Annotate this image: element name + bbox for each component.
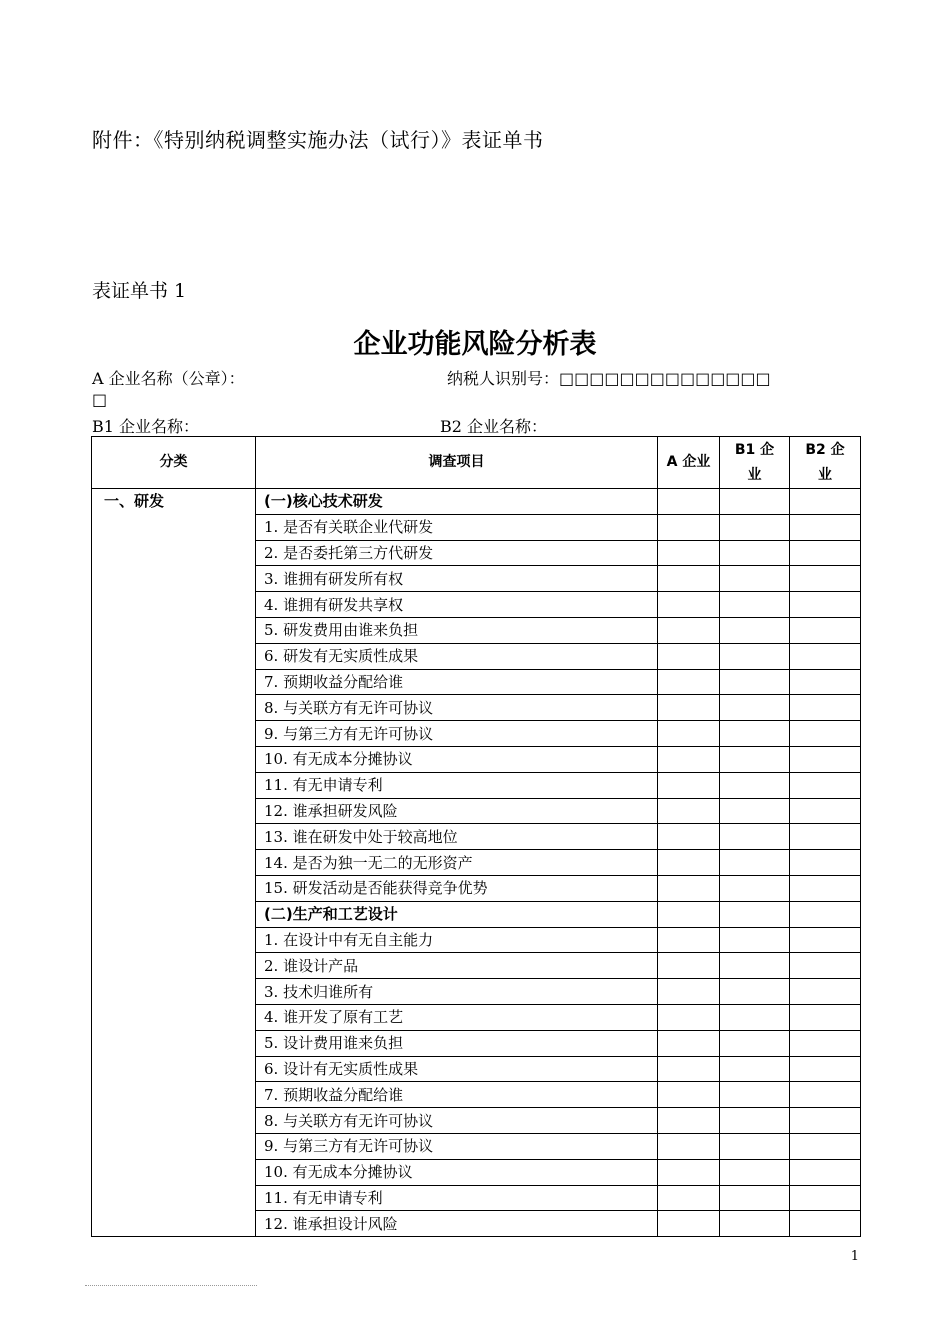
a-company-cell[interactable] (658, 1211, 720, 1237)
b2-company-cell[interactable] (790, 566, 861, 592)
b2-company-cell[interactable] (790, 772, 861, 798)
item-label: 2. 是否委托第三方代研发 (256, 540, 658, 566)
b2-company-cell[interactable] (790, 1004, 861, 1030)
item-label: 12. 谁承担设计风险 (256, 1211, 658, 1237)
b2-company-cell[interactable] (790, 1159, 861, 1185)
b2-company-cell[interactable] (790, 1082, 861, 1108)
b2-company-cell[interactable] (790, 1133, 861, 1159)
b1-company-cell[interactable] (720, 1108, 790, 1134)
section-title: (二)生产和工艺设计 (256, 901, 658, 927)
attachment-heading: 附件：《特别纳税调整实施办法（试行）》表证单书 (92, 128, 544, 152)
a-company-cell[interactable] (658, 489, 720, 515)
taxpayer-id-label: 纳税人识别号： (447, 369, 560, 388)
item-label: 6. 设计有无实质性成果 (256, 1056, 658, 1082)
item-label: 2. 谁设计产品 (256, 953, 658, 979)
a-company-cell[interactable] (658, 592, 720, 618)
b1-company-cell[interactable] (720, 514, 790, 540)
b2-company-cell[interactable] (790, 875, 861, 901)
item-label: 13. 谁在研发中处于较高地位 (256, 824, 658, 850)
b2-company-name-label: B2 企业名称： (440, 417, 548, 436)
b1-company-cell[interactable] (720, 1056, 790, 1082)
item-label: 1. 在设计中有无自主能力 (256, 927, 658, 953)
item-label: 9. 与第三方有无许可协议 (256, 1133, 658, 1159)
section-title: (一)核心技术研发 (256, 489, 658, 515)
item-label: 3. 技术归谁所有 (256, 979, 658, 1005)
a-company-cell[interactable] (658, 1108, 720, 1134)
b1-company-cell[interactable] (720, 798, 790, 824)
b1-company-cell[interactable] (720, 617, 790, 643)
item-label: 11. 有无申请专利 (256, 772, 658, 798)
b2-company-cell[interactable] (790, 592, 861, 618)
a-company-cell[interactable] (658, 1030, 720, 1056)
b2-company-cell[interactable] (790, 1185, 861, 1211)
taxpayer-id-field (447, 366, 771, 389)
b2-company-cell[interactable] (790, 669, 861, 695)
a-company-cell[interactable] (658, 1159, 720, 1185)
taxpayer-id-box-wrap: □ (92, 390, 108, 409)
b2-company-cell[interactable] (790, 901, 861, 927)
a-company-cell[interactable] (658, 1133, 720, 1159)
a-company-cell[interactable] (658, 746, 720, 772)
b1-company-cell[interactable] (720, 643, 790, 669)
a-company-cell[interactable] (658, 901, 720, 927)
header-b1-company: B1 企业 (720, 437, 790, 489)
b1-company-cell[interactable] (720, 1185, 790, 1211)
item-label: 11. 有无申请专利 (256, 1185, 658, 1211)
item-label: 5. 设计费用谁来负担 (256, 1030, 658, 1056)
b1-company-cell[interactable] (720, 850, 790, 876)
a-company-cell[interactable] (658, 772, 720, 798)
b2-company-cell[interactable] (790, 927, 861, 953)
function-risk-table (91, 436, 861, 1237)
header-a-company: A 企业 (658, 437, 720, 489)
b1-company-cell[interactable] (720, 927, 790, 953)
item-label: 10. 有无成本分摊协议 (256, 1159, 658, 1185)
b1-company-cell[interactable] (720, 772, 790, 798)
page-number: 1 (850, 1249, 859, 1264)
b1-company-name-label: B1 企业名称： (92, 417, 200, 436)
section-row (92, 489, 861, 515)
a-company-cell[interactable] (658, 979, 720, 1005)
b1-company-cell[interactable] (720, 953, 790, 979)
b1-company-cell[interactable] (720, 1133, 790, 1159)
b2-company-cell[interactable] (790, 617, 861, 643)
a-company-cell[interactable] (658, 617, 720, 643)
a-company-cell[interactable] (658, 669, 720, 695)
a-company-cell[interactable] (658, 875, 720, 901)
a-company-cell[interactable] (658, 850, 720, 876)
category-cell: 一、研发 (92, 489, 256, 1237)
item-label: 14. 是否为独一无二的无形资产 (256, 850, 658, 876)
b2-company-cell[interactable] (790, 979, 861, 1005)
b2-company-cell[interactable] (790, 798, 861, 824)
item-label: 10. 有无成本分摊协议 (256, 746, 658, 772)
b1-company-cell[interactable] (720, 566, 790, 592)
b2-company-cell[interactable] (790, 746, 861, 772)
b2-company-cell[interactable] (790, 824, 861, 850)
item-label: 7. 预期收益分配给谁 (256, 669, 658, 695)
b2-company-cell[interactable] (790, 850, 861, 876)
table-header-row (92, 437, 861, 489)
a-company-cell[interactable] (658, 927, 720, 953)
b2-company-cell[interactable] (790, 540, 861, 566)
a-company-cell[interactable] (658, 1056, 720, 1082)
b2-company-cell[interactable] (790, 489, 861, 515)
b2-company-cell[interactable] (790, 721, 861, 747)
header-b2-company: B2 企业 (790, 437, 861, 489)
b1-company-cell[interactable] (720, 669, 790, 695)
item-label: 12. 谁承担研发风险 (256, 798, 658, 824)
item-label: 9. 与第三方有无许可协议 (256, 721, 658, 747)
a-company-cell[interactable] (658, 824, 720, 850)
item-label: 4. 谁开发了原有工艺 (256, 1004, 658, 1030)
b1-company-cell[interactable] (720, 1004, 790, 1030)
b2-company-cell[interactable] (790, 514, 861, 540)
page-title: 企业功能风险分析表 (353, 329, 597, 360)
a-company-cell[interactable] (658, 695, 720, 721)
a-company-cell[interactable] (658, 953, 720, 979)
b1-company-cell[interactable] (720, 1030, 790, 1056)
b1-company-cell[interactable] (720, 540, 790, 566)
b1-company-cell[interactable] (720, 824, 790, 850)
b2-company-cell[interactable] (790, 1108, 861, 1134)
b1-company-cell[interactable] (720, 592, 790, 618)
footer-divider (85, 1285, 257, 1286)
b1-company-cell[interactable] (720, 489, 790, 515)
a-company-cell[interactable] (658, 1004, 720, 1030)
b1-company-cell[interactable] (720, 979, 790, 1005)
b1-company-cell[interactable] (720, 721, 790, 747)
b2-company-cell[interactable] (790, 953, 861, 979)
item-label: 3. 谁拥有研发所有权 (256, 566, 658, 592)
b2-company-cell[interactable] (790, 1211, 861, 1237)
b1-company-cell[interactable] (720, 1211, 790, 1237)
a-company-cell[interactable] (658, 798, 720, 824)
b1-company-cell[interactable] (720, 1082, 790, 1108)
item-label: 15. 研发活动是否能获得竞争优势 (256, 875, 658, 901)
taxpayer-id-boxes: □□□□□□□□□□□□□□ (559, 369, 771, 388)
item-label: 8. 与关联方有无许可协议 (256, 1108, 658, 1134)
item-label: 1. 是否有关联企业代研发 (256, 514, 658, 540)
a-company-cell[interactable] (658, 540, 720, 566)
b1-company-cell[interactable] (720, 695, 790, 721)
b1-company-cell[interactable] (720, 901, 790, 927)
b2-company-cell[interactable] (790, 643, 861, 669)
form-label: 表证单书 1 (92, 280, 187, 302)
b2-company-cell[interactable] (790, 1030, 861, 1056)
b1-company-cell[interactable] (720, 875, 790, 901)
a-company-cell[interactable] (658, 1082, 720, 1108)
item-label: 5. 研发费用由谁来负担 (256, 617, 658, 643)
item-label: 6. 研发有无实质性成果 (256, 643, 658, 669)
a-company-cell[interactable] (658, 721, 720, 747)
b1-company-cell[interactable] (720, 1159, 790, 1185)
item-label: 4. 谁拥有研发共享权 (256, 592, 658, 618)
a-company-cell[interactable] (658, 1185, 720, 1211)
header-item: 调查项目 (256, 437, 658, 489)
a-company-cell[interactable] (658, 566, 720, 592)
item-label: 7. 预期收益分配给谁 (256, 1082, 658, 1108)
b2-company-cell[interactable] (790, 1056, 861, 1082)
header-category: 分类 (92, 437, 256, 489)
a-company-cell[interactable] (658, 643, 720, 669)
item-label: 8. 与关联方有无许可协议 (256, 695, 658, 721)
b1-company-cell[interactable] (720, 746, 790, 772)
a-company-cell[interactable] (658, 514, 720, 540)
b2-company-cell[interactable] (790, 695, 861, 721)
a-company-name-label: A 企业名称（公章）： (92, 369, 245, 388)
